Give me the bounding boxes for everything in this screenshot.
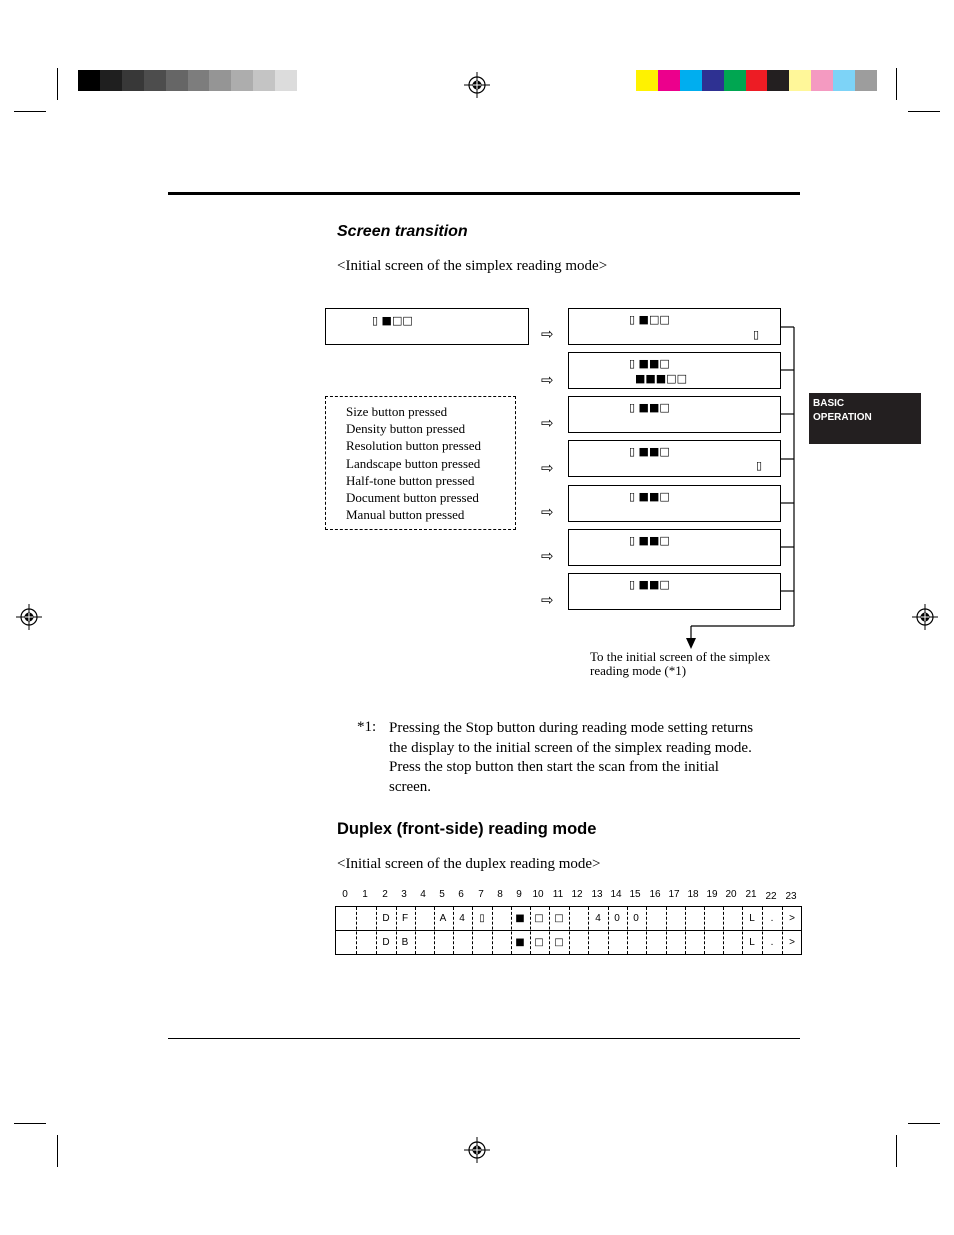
grid-cell: ■ xyxy=(515,913,525,924)
color-swatch xyxy=(724,70,746,91)
registration-mark-icon xyxy=(464,1137,490,1163)
color-swatch xyxy=(188,70,210,91)
footnote-line: Pressing the Stop button during reading mode setting returns xyxy=(389,720,754,736)
footnote-marker: *1: xyxy=(357,719,377,735)
grid-cell: F xyxy=(401,913,409,924)
button-list-item: Document button pressed xyxy=(346,490,479,506)
section-title: Screen transition xyxy=(337,223,468,240)
grid-column-number: 8 xyxy=(497,889,503,900)
grid-column-number: 19 xyxy=(706,889,718,900)
color-swatch xyxy=(166,70,188,91)
footnote-line: the display to the initial screen of the simplex reading mode. xyxy=(389,739,752,756)
grid-column-number: 13 xyxy=(591,889,603,900)
color-swatch xyxy=(122,70,144,91)
grayscale-color-bar xyxy=(78,70,319,91)
grid-cell: □ xyxy=(554,913,564,924)
color-swatch xyxy=(636,70,658,91)
return-connector xyxy=(680,320,800,655)
grid-cell: ■ xyxy=(515,937,525,948)
color-swatch xyxy=(231,70,253,91)
simplex-caption: <Initial screen of the simplex reading mode> xyxy=(337,258,608,274)
color-swatch xyxy=(100,70,122,91)
grid-column-number: 0 xyxy=(342,889,348,900)
color-swatch xyxy=(253,70,275,91)
color-swatch xyxy=(811,70,833,91)
grid-column-number: 16 xyxy=(649,889,661,900)
grid-cell: 0 xyxy=(614,913,620,924)
footnote-text xyxy=(389,719,753,797)
lcd-line2: ▯ xyxy=(756,459,763,472)
grid-column-number: 21 xyxy=(745,889,757,900)
arrow-right-icon: ⇨ xyxy=(541,371,554,389)
arrow-right-icon: ⇨ xyxy=(541,459,554,477)
grid-column-number: 12 xyxy=(571,889,583,900)
color-swatch xyxy=(855,70,877,91)
arrow-right-icon: ⇨ xyxy=(541,591,554,609)
grid-column-number: 4 xyxy=(420,889,426,900)
return-note-line1: To the initial screen of the simplex xyxy=(590,649,771,664)
grid-cell: B xyxy=(401,937,409,948)
header-rule xyxy=(168,192,800,195)
lcd-line1: ▯ ■■□ xyxy=(629,578,670,591)
grid-cell: □ xyxy=(554,937,564,948)
color-swatch xyxy=(144,70,166,91)
grid-column-number: 15 xyxy=(629,889,641,900)
color-swatch xyxy=(209,70,231,91)
sidebar-tab xyxy=(809,393,921,444)
lcd-line1: ▯ ■■□ xyxy=(629,490,670,503)
grid-column-numbers xyxy=(0,889,954,903)
grid-column-number: 6 xyxy=(458,889,464,900)
sidebar-tab-line2: OPERATION xyxy=(813,412,872,423)
registration-mark-icon xyxy=(912,604,938,630)
button-list-item: Half-tone button pressed xyxy=(346,472,475,488)
color-swatch xyxy=(746,70,768,91)
grid-column-number: 14 xyxy=(610,889,622,900)
lcd-glyphs: ▯ ■□□ xyxy=(372,314,413,327)
color-swatch xyxy=(275,70,297,91)
color-swatch xyxy=(833,70,855,91)
lcd-line1: ▯ ■■□ xyxy=(629,401,670,414)
lcd-line1: ▯ ■■□ xyxy=(629,445,670,458)
grid-column-number: 3 xyxy=(401,889,407,900)
duplex-caption: <Initial screen of the duplex reading mode> xyxy=(337,856,601,872)
grid-cell: D xyxy=(382,937,390,948)
grid-column-number: 11 xyxy=(552,889,564,900)
button-list-item: Density button pressed xyxy=(346,421,466,437)
button-list-item: Landscape button pressed xyxy=(346,455,481,471)
lcd-line1: ▯ ■□□ xyxy=(629,313,670,326)
grid-cell: 4 xyxy=(595,913,601,924)
grid-cell: 4 xyxy=(459,913,465,924)
color-swatch xyxy=(658,70,680,91)
grid-column-number: 5 xyxy=(439,889,445,900)
grid-column-number: 2 xyxy=(382,889,388,900)
grid-cell: ▯ xyxy=(479,913,485,924)
grid-cell: □ xyxy=(534,913,544,924)
grid-row-divider xyxy=(336,930,801,931)
arrow-right-icon: ⇨ xyxy=(541,547,554,565)
color-swatch xyxy=(702,70,724,91)
footnote-line: Press the stop button then start the scan from the initial xyxy=(389,759,719,775)
lcd-line2: ■■■□□ xyxy=(635,372,687,385)
arrow-right-icon: ⇨ xyxy=(541,414,554,432)
color-swatch xyxy=(680,70,702,91)
grid-cell: L xyxy=(749,913,755,924)
initial-screen-lcd xyxy=(325,308,529,345)
button-list-item: Resolution button pressed xyxy=(346,438,482,454)
grid-cell: □ xyxy=(534,937,544,948)
registration-mark-icon xyxy=(16,604,42,630)
color-swatch xyxy=(767,70,789,91)
grid-cell: A xyxy=(439,913,447,924)
duplex-lcd-grid xyxy=(335,906,802,955)
grid-cell: D xyxy=(382,913,390,924)
footnote-line: screen. xyxy=(389,778,432,795)
arrow-right-icon: ⇨ xyxy=(541,325,554,343)
grid-column-number: 10 xyxy=(532,889,544,900)
grid-column-number: 7 xyxy=(478,889,484,900)
grid-column-number: 18 xyxy=(687,889,699,900)
process-color-bar xyxy=(636,70,877,91)
lcd-line1: ▯ ■■□ xyxy=(629,534,670,547)
grid-cell: . xyxy=(770,937,774,948)
footer-rule xyxy=(168,1038,800,1039)
grid-cell: . xyxy=(770,913,774,924)
grid-column-number: 22 xyxy=(765,891,777,902)
button-list xyxy=(325,396,516,530)
grid-cell: L xyxy=(749,937,755,948)
color-swatch xyxy=(297,70,319,91)
return-note xyxy=(590,650,770,678)
grid-cell: > xyxy=(789,913,795,924)
grid-column-number: 23 xyxy=(785,891,797,902)
color-swatch xyxy=(789,70,811,91)
color-swatch xyxy=(78,70,100,91)
lcd-line1: ▯ ■■□ xyxy=(629,357,670,370)
grid-cell: > xyxy=(789,937,795,948)
sidebar-tab-line1: BASIC xyxy=(813,398,845,409)
grid-column-number: 17 xyxy=(668,889,680,900)
return-note-line2: reading mode (*1) xyxy=(590,663,687,678)
grid-cell: 0 xyxy=(633,913,639,924)
arrow-right-icon: ⇨ xyxy=(541,503,554,521)
button-list-item: Manual button pressed xyxy=(346,507,465,523)
grid-column-number: 9 xyxy=(516,889,522,900)
grid-column-number: 1 xyxy=(362,889,368,900)
lcd-line2: ▯ xyxy=(753,328,760,341)
grid-column-number: 20 xyxy=(725,889,737,900)
duplex-title: Duplex (front-side) reading mode xyxy=(337,820,597,838)
registration-mark-icon xyxy=(464,72,490,98)
button-list-item: Size button pressed xyxy=(346,404,448,419)
